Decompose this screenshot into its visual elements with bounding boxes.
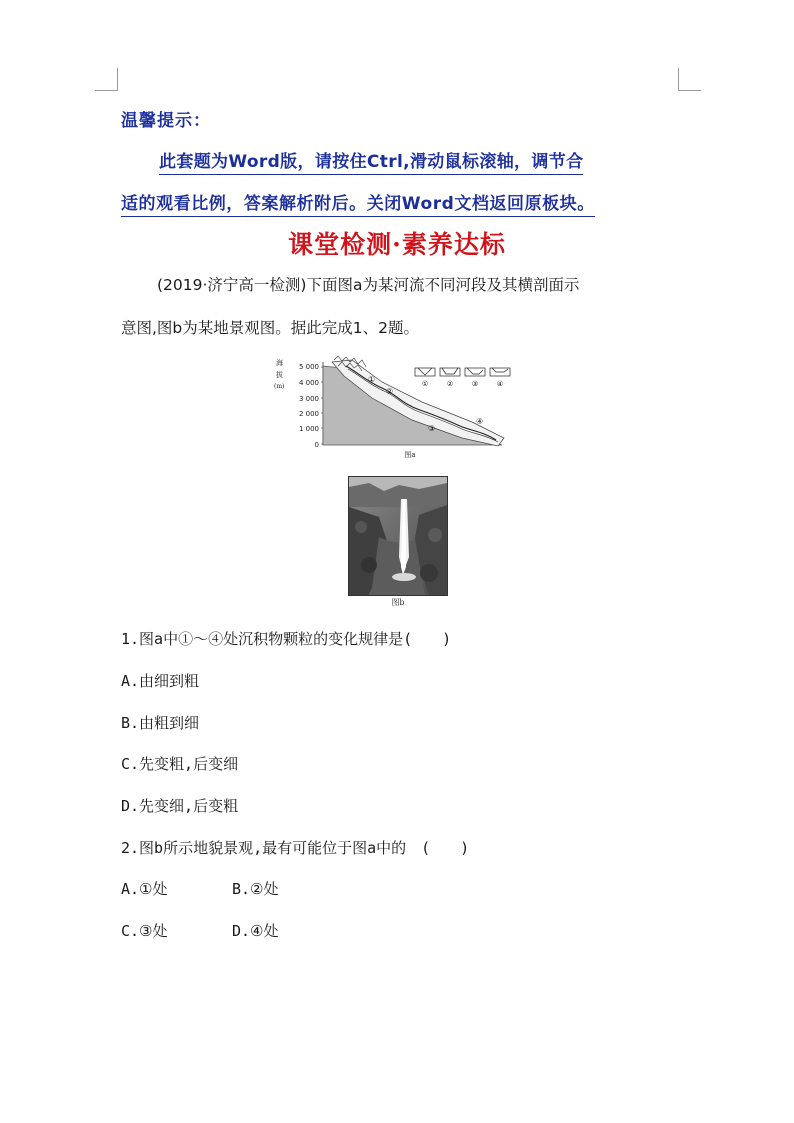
cross-section-label-1: ① xyxy=(421,380,429,388)
marker-4: ④ xyxy=(476,417,484,426)
y-axis-label-char-3: (m) xyxy=(274,383,285,390)
tip-title: 温馨提示： xyxy=(121,111,211,131)
section-title: 课堂检测·素养达标 xyxy=(288,230,506,259)
figure-b-caption: 图b xyxy=(391,598,405,607)
question-1-stem: 1.图a中①～④处沉积物颗粒的变化规律是( ) xyxy=(121,630,452,648)
y-tick-label: 4 000 xyxy=(298,379,319,387)
y-tick-label: 3 000 xyxy=(298,395,319,403)
question-2-option-b: B.②处 xyxy=(232,880,279,898)
figure-a-river-profile xyxy=(272,354,528,460)
waterfall-photo xyxy=(348,476,448,596)
figure-b xyxy=(348,476,448,607)
question-2-option-c: C.③处 xyxy=(121,922,168,940)
intro-line-2: 意图,图b为某地景观图。据此完成1、2题。 xyxy=(121,319,419,337)
y-axis-label-char-2: 拔 xyxy=(276,371,283,379)
question-1-option-c: C.先变粗,后变细 xyxy=(121,755,239,773)
y-tick-label: 5 000 xyxy=(298,363,319,371)
marker-3: ③ xyxy=(428,424,436,433)
margin-mark-top-right xyxy=(678,68,701,91)
figure-a-caption: 图a xyxy=(404,451,416,459)
y-axis-label-char-1: 海 xyxy=(276,359,283,367)
question-1-option-a: A.由细到粗 xyxy=(121,672,200,690)
question-2-option-a: A.①处 xyxy=(121,880,168,898)
question-1-option-b: B.由粗到细 xyxy=(121,714,200,732)
tip-line-1: 此套题为Word版，请按住Ctrl,滑动鼠标滚轴，调节合 xyxy=(159,147,583,175)
marker-2: ② xyxy=(386,387,394,396)
y-tick-label: 0 xyxy=(314,441,319,449)
y-tick-label: 1 000 xyxy=(298,425,319,433)
cross-section-label-3: ③ xyxy=(471,380,479,388)
question-2-option-d: D.④处 xyxy=(232,922,279,940)
y-tick-label: 2 000 xyxy=(298,410,319,418)
cross-section-label-2: ② xyxy=(446,380,454,388)
margin-mark-top-left xyxy=(95,68,118,91)
marker-1: ① xyxy=(368,375,376,384)
question-2-stem: 2.图b所示地貌景观,最有可能位于图a中的 ( ) xyxy=(121,839,470,857)
question-1-option-d: D.先变细,后变粗 xyxy=(121,797,239,815)
tip-line-2: 适的观看比例，答案解析附后。关闭Word文档返回原板块。 xyxy=(121,189,595,217)
cross-section-label-4: ④ xyxy=(496,380,504,388)
intro-line-1: (2019·济宁高一检测)下面图a为某河流不同河段及其横剖面示 xyxy=(157,276,580,294)
